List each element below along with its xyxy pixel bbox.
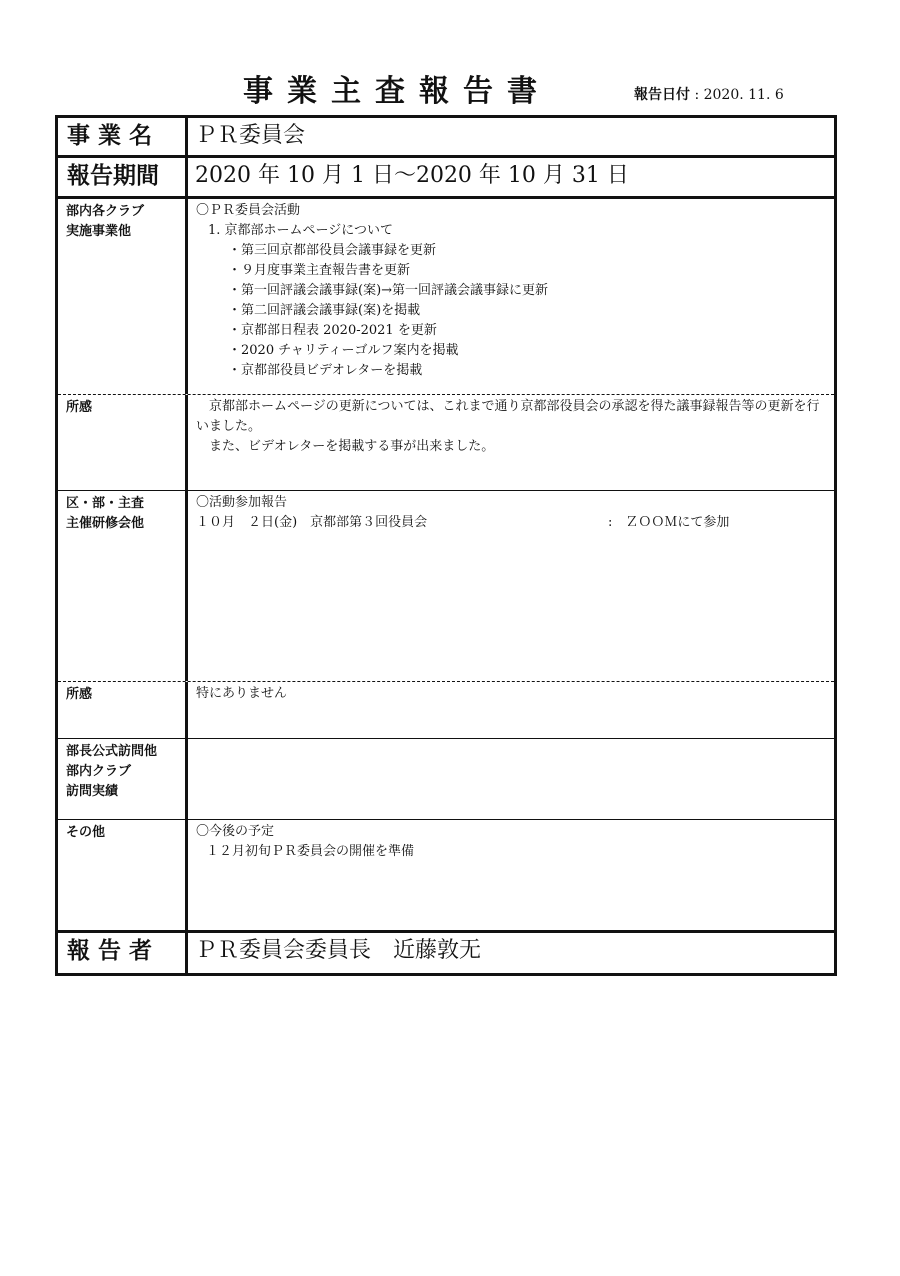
district-training-entry-date-event: １０月 ２日(金) 京都部第３回役員会 [196,515,428,530]
reporter-value: ＰＲ委員会委員長 近藤敦无 [195,938,482,963]
official-visits-content [188,739,834,819]
district-training-content [188,491,834,681]
club-activities-label-line2: 実施事業他 [66,224,132,239]
impressions-2-value: 特にありません [196,686,288,701]
club-activity-item: ・京都部役員ビデオレターを掲載 [228,363,423,378]
impressions-2-label: 所感 [58,682,188,738]
club-activities-subheading: 1. 京都部ホームページについて [208,223,394,238]
report-period-row [58,155,834,196]
other-label: その他 [58,820,188,930]
club-activity-item: ・2020 チャリティーゴルフ案内を掲載 [228,343,459,358]
district-training-entry-method: : ＺＯＯＭにて参加 [608,515,730,530]
club-activities-label [58,199,188,394]
district-training-row [58,490,834,681]
club-activity-item: ・第一回評議会議事録(案)→第一回評議会議事録に更新 [228,283,549,298]
report-date [634,86,784,104]
club-activity-item: ・京都部日程表 2020-2021 を更新 [228,323,437,338]
reporter-row [58,930,834,973]
district-training-label-line2: 主催研修会他 [66,516,145,531]
project-name-label: 事 業 名 [58,118,188,155]
report-form [55,115,837,976]
club-activity-item: ・第三回京都部役員会議事録を更新 [228,243,437,258]
other-row [58,819,834,930]
official-visits-label-line3: 訪問実績 [66,784,119,799]
district-training-entry [196,513,828,533]
impressions-1-row [58,394,834,490]
reporter-label: 報 告 者 [58,933,188,973]
club-activity-item: ・９月度事業主査報告書を更新 [228,263,411,278]
other-item: １２月初旬ＰＲ委員会の開催を準備 [206,844,415,859]
report-date-label: 報告日付 [634,87,690,103]
club-activities-row [58,196,834,394]
project-name-value: ＰＲ委員会 [195,123,306,148]
document-title: 事業主査報告書 [243,74,551,109]
report-period-value: 2020 年 10 月 1 日〜2020 年 10 月 31 日 [195,163,629,188]
report-date-value: : 2020. 11. 6 [694,87,784,103]
official-visits-label [58,739,188,819]
district-training-label [58,491,188,681]
club-activities-label-line1: 部内各クラブ [66,204,145,219]
official-visits-row [58,738,834,819]
official-visits-label-line2: 部内クラブ [66,764,132,779]
impressions-1-paragraph: また、ビデオレターを掲載する事が出来ました。 [209,439,495,454]
club-activity-item: ・第二回評議会議事録(案)を掲載 [228,303,421,318]
club-activities-content [188,199,834,394]
club-activities-heading: 〇ＰＲ委員会活動 [196,203,301,218]
other-heading: 〇今後の予定 [196,824,275,839]
impressions-1-content [188,395,834,490]
other-content [188,820,834,930]
report-period-label: 報告期間 [58,158,188,196]
district-training-label-line1: 区・部・主査 [66,496,145,511]
impressions-2-row [58,681,834,738]
impressions-1-label: 所感 [58,395,188,490]
project-name-row [58,118,834,155]
impressions-1-paragraph: 京都部ホームページの更新については、これまで通り京都部役員会の承認を得た議事録報告等の更新を行いました。 [196,399,820,434]
official-visits-label-line1: 部長公式訪問他 [66,744,158,759]
district-training-heading: 〇活動参加報告 [196,495,288,510]
